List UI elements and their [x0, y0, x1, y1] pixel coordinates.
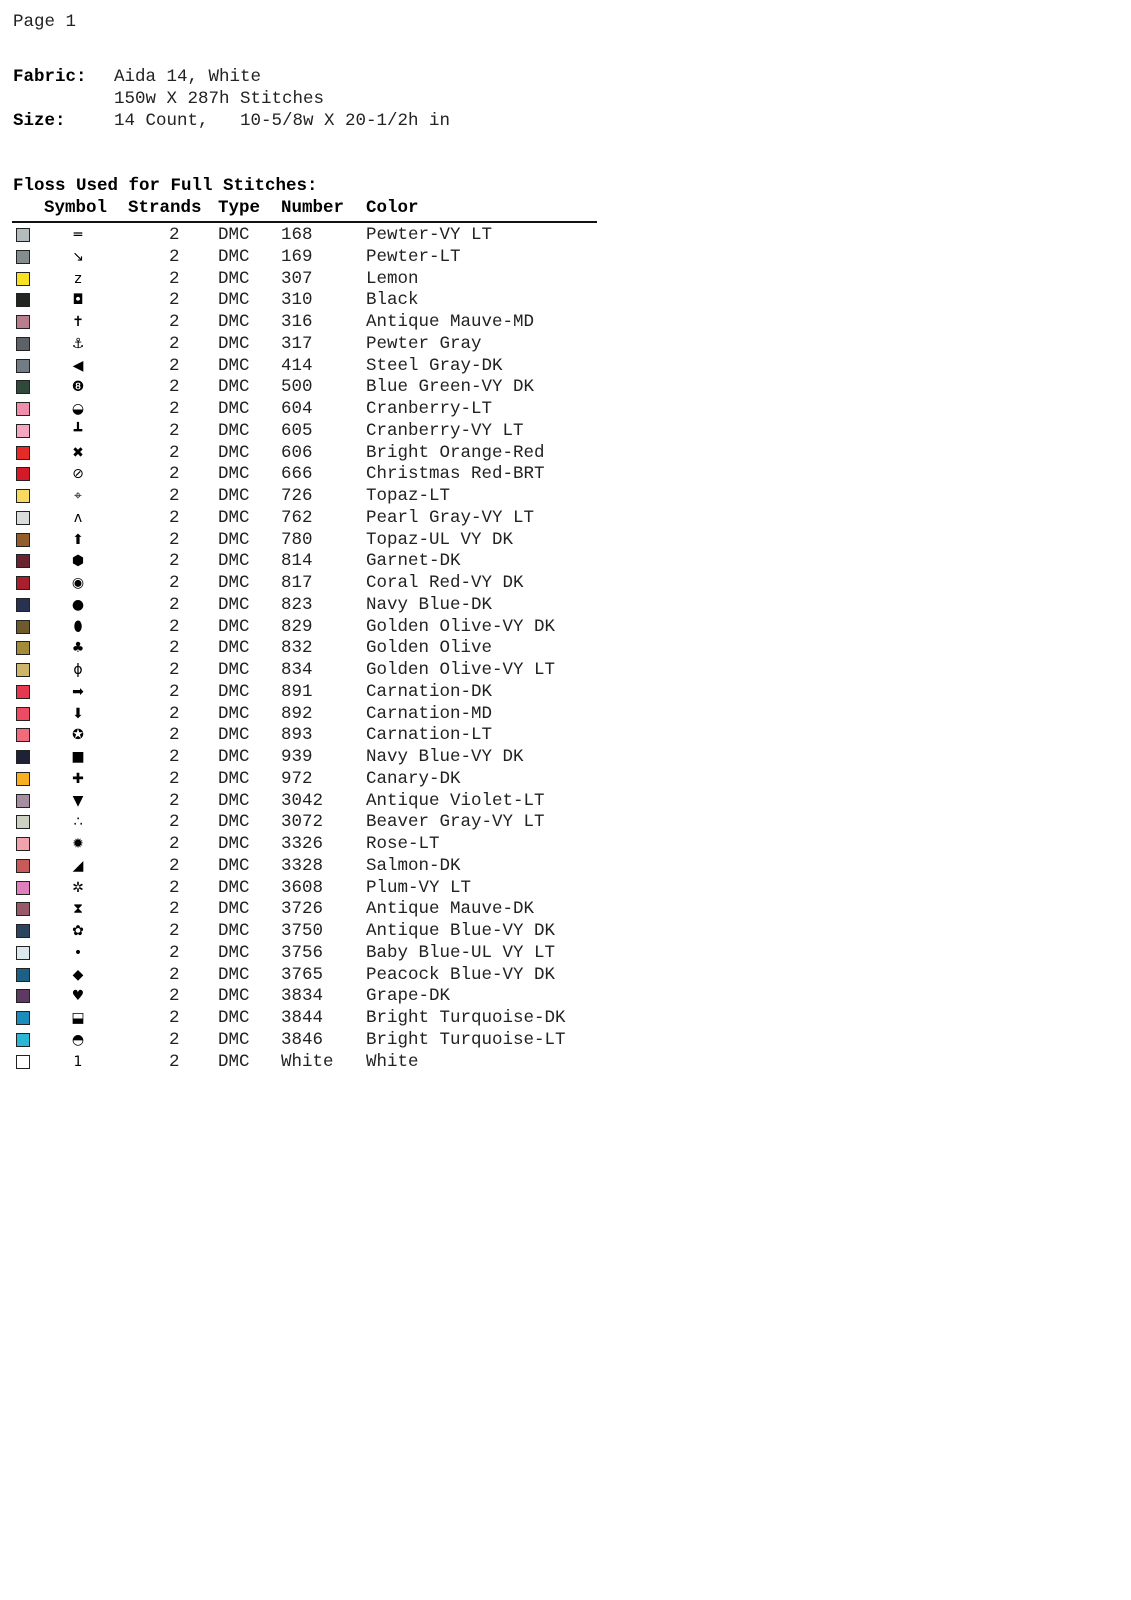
strands-cell: 2 — [169, 942, 180, 963]
number-cell: 726 — [281, 486, 313, 506]
stitch-symbol-icon: ◓ — [71, 1031, 85, 1048]
color-name-cell: Navy Blue-VY DK — [366, 747, 524, 767]
type-cell: DMC — [218, 768, 250, 789]
number-cell: 814 — [281, 551, 313, 572]
color-name-cell: Plum-VY LT — [366, 877, 472, 898]
type-cell: DMC — [218, 268, 250, 289]
table-row — [0, 247, 640, 269]
strands-cell: 2 — [169, 507, 180, 528]
number-cell: 500 — [281, 377, 313, 398]
stitch-symbol-icon: ◀ — [72, 357, 84, 374]
strands-cell: 2 — [169, 420, 180, 441]
color-swatch — [16, 446, 30, 460]
header-divider — [12, 221, 597, 223]
color-name-cell: Topaz-LT — [366, 486, 451, 506]
color-name-cell: Black — [366, 290, 419, 311]
stitch-symbol-icon: z — [74, 270, 82, 287]
color-swatch — [16, 989, 30, 1003]
color-name-cell: Navy Blue-DK — [366, 594, 493, 615]
strands-cell: 2 — [169, 355, 180, 376]
table-row — [0, 878, 640, 900]
color-name-cell: Christmas Red-BRT — [366, 464, 545, 485]
size-value: 14 Count, 10-5/8w X 20-1/2h in — [114, 111, 451, 131]
color-name-cell: Pewter Gray — [366, 333, 482, 354]
stitch-symbol-icon: ➡ — [72, 683, 84, 700]
header-color: Color — [366, 198, 419, 218]
type-cell: DMC — [218, 725, 250, 746]
type-cell: DMC — [218, 1029, 250, 1050]
fabric-value: Aida 14, White — [114, 67, 262, 87]
type-cell: DMC — [218, 333, 250, 354]
strands-cell: 2 — [169, 529, 180, 550]
number-cell: 972 — [281, 768, 313, 789]
stitch-symbol-icon: ✲ — [72, 879, 84, 896]
color-swatch — [16, 707, 30, 721]
number-cell: White — [281, 1051, 334, 1072]
table-row — [0, 595, 640, 617]
strands-cell: 2 — [169, 638, 180, 659]
strands-cell: 2 — [169, 899, 180, 920]
color-name-cell: Carnation-MD — [366, 703, 493, 724]
number-cell: 832 — [281, 638, 313, 659]
strands-cell: 2 — [169, 703, 180, 724]
strands-cell: 2 — [169, 290, 180, 311]
color-swatch — [16, 315, 30, 329]
table-row — [0, 1030, 640, 1052]
color-swatch — [16, 620, 30, 634]
color-name-cell: Antique Violet-LT — [366, 790, 545, 811]
color-swatch — [16, 489, 30, 503]
color-swatch — [16, 641, 30, 655]
strands-cell: 2 — [169, 834, 180, 854]
strands-cell: 2 — [169, 1008, 180, 1028]
number-cell: 307 — [281, 268, 313, 289]
table-row — [0, 334, 640, 356]
strands-cell: 2 — [169, 377, 180, 398]
strands-cell: 2 — [169, 246, 180, 267]
strands-cell: 2 — [169, 812, 180, 833]
color-swatch — [16, 794, 30, 808]
color-swatch — [16, 424, 30, 438]
table-row — [0, 943, 640, 965]
strands-cell: 2 — [169, 616, 180, 637]
table-row — [0, 486, 640, 508]
header-number: Number — [281, 198, 345, 218]
type-cell: DMC — [218, 551, 250, 572]
table-row — [0, 812, 640, 834]
stitch-symbol-icon: 1 — [73, 1053, 83, 1070]
color-name-cell: Antique Mauve-DK — [366, 899, 535, 920]
color-swatch — [16, 554, 30, 568]
header-strands: Strands — [128, 198, 202, 218]
table-row — [0, 377, 640, 399]
color-swatch — [16, 728, 30, 742]
type-cell: DMC — [218, 594, 250, 615]
table-row — [0, 1008, 640, 1030]
number-cell: 3326 — [281, 834, 324, 854]
color-swatch — [16, 772, 30, 786]
stitch-symbol-icon: ═ — [73, 227, 83, 243]
type-cell: DMC — [218, 877, 250, 898]
number-cell: 892 — [281, 703, 313, 724]
table-row — [0, 660, 640, 682]
type-cell: DMC — [218, 942, 250, 963]
color-name-cell: Grape-DK — [366, 986, 451, 1007]
table-row — [0, 704, 640, 726]
color-swatch — [16, 380, 30, 394]
table-row — [0, 834, 640, 856]
color-swatch — [16, 924, 30, 938]
stitch-symbol-icon: ❽ — [71, 379, 85, 396]
stitch-symbol-icon: ◉ — [71, 575, 85, 591]
table-row — [0, 899, 640, 921]
number-cell: 3846 — [281, 1029, 324, 1050]
table-row — [0, 682, 640, 704]
strands-cell: 2 — [169, 225, 180, 245]
color-swatch — [16, 228, 30, 242]
type-cell: DMC — [218, 312, 250, 332]
stitch-symbol-icon: ● — [71, 596, 85, 613]
fabric-stitches: 150w X 287h Stitches — [114, 89, 325, 109]
type-cell: DMC — [218, 246, 250, 267]
number-cell: 829 — [281, 616, 313, 637]
number-cell: 3042 — [281, 790, 324, 811]
color-name-cell: Golden Olive — [366, 638, 493, 659]
strands-cell: 2 — [169, 399, 180, 419]
color-swatch — [16, 881, 30, 895]
type-cell: DMC — [218, 464, 250, 485]
type-cell: DMC — [218, 855, 250, 876]
color-swatch — [16, 968, 30, 982]
table-row — [0, 769, 640, 791]
number-cell: 3726 — [281, 899, 324, 920]
color-swatch — [16, 467, 30, 481]
color-swatch — [16, 685, 30, 699]
color-name-cell: White — [366, 1051, 419, 1072]
color-name-cell: Peacock Blue-VY DK — [366, 964, 556, 985]
size-label: Size: — [13, 111, 66, 131]
stitch-symbol-icon: ▼ — [72, 792, 84, 809]
color-name-cell: Beaver Gray-VY LT — [366, 812, 545, 833]
color-swatch — [16, 815, 30, 829]
stitch-symbol-icon: ◢ — [72, 857, 84, 874]
number-cell: 780 — [281, 529, 313, 550]
color-name-cell: Pearl Gray-VY LT — [366, 507, 535, 528]
number-cell: 3844 — [281, 1008, 324, 1028]
stitch-symbol-icon: • — [73, 944, 83, 961]
stitch-symbol-icon: ┻ — [73, 422, 83, 439]
stitch-symbol-icon: ✿ — [72, 923, 84, 939]
stitch-symbol-icon: ↘ — [72, 248, 84, 265]
type-cell: DMC — [218, 1008, 250, 1028]
number-cell: 604 — [281, 399, 313, 419]
table-row — [0, 312, 640, 334]
table-row — [0, 725, 640, 747]
strands-cell: 2 — [169, 790, 180, 811]
table-row — [0, 1052, 640, 1074]
stitch-symbol-icon: ◆ — [72, 966, 84, 983]
stitch-symbol-icon: ⌖ — [74, 488, 82, 504]
type-cell: DMC — [218, 747, 250, 767]
table-row — [0, 269, 640, 291]
color-name-cell: Cranberry-VY LT — [366, 420, 524, 441]
table-row — [0, 921, 640, 943]
stitch-symbol-icon: ✖ — [72, 444, 84, 461]
stitch-symbol-icon: ⧗ — [73, 901, 83, 918]
stitch-symbol-icon: ʌ — [73, 509, 83, 526]
number-cell: 762 — [281, 507, 313, 528]
type-cell: DMC — [218, 681, 250, 702]
type-cell: DMC — [218, 899, 250, 920]
color-swatch — [16, 250, 30, 264]
type-cell: DMC — [218, 377, 250, 398]
type-cell: DMC — [218, 442, 250, 463]
stitch-symbol-icon: ∴ — [73, 814, 83, 831]
stitch-symbol-icon: ⬮ — [73, 618, 83, 635]
color-name-cell: Coral Red-VY DK — [366, 573, 524, 593]
stitch-symbol-icon: ⬇ — [72, 705, 84, 722]
number-cell: 834 — [281, 660, 313, 680]
strands-cell: 2 — [169, 921, 180, 941]
number-cell: 3328 — [281, 855, 324, 876]
strands-cell: 2 — [169, 594, 180, 615]
number-cell: 3750 — [281, 921, 324, 941]
number-cell: 316 — [281, 312, 313, 332]
color-swatch — [16, 837, 30, 851]
table-row — [0, 290, 640, 312]
strands-cell: 2 — [169, 877, 180, 898]
table-row — [0, 747, 640, 769]
color-name-cell: Pewter-VY LT — [366, 225, 493, 245]
color-name-cell: Bright Turquoise-LT — [366, 1029, 566, 1050]
color-name-cell: Baby Blue-UL VY LT — [366, 942, 556, 963]
stitch-symbol-icon: ■ — [71, 749, 85, 765]
strands-cell: 2 — [169, 1029, 180, 1050]
strands-cell: 2 — [169, 268, 180, 289]
stitch-symbol-icon: ⊘ — [72, 466, 84, 483]
number-cell: 3072 — [281, 812, 324, 833]
type-cell: DMC — [218, 616, 250, 637]
stitch-symbol-icon: ɸ — [73, 662, 83, 678]
color-swatch — [16, 598, 30, 612]
strands-cell: 2 — [169, 551, 180, 572]
type-cell: DMC — [218, 834, 250, 854]
color-swatch — [16, 859, 30, 873]
type-cell: DMC — [218, 486, 250, 506]
color-name-cell: Rose-LT — [366, 834, 440, 854]
number-cell: 891 — [281, 681, 313, 702]
number-cell: 414 — [281, 355, 313, 376]
color-name-cell: Lemon — [366, 268, 419, 289]
number-cell: 823 — [281, 594, 313, 615]
table-row — [0, 399, 640, 421]
color-swatch — [16, 337, 30, 351]
type-cell: DMC — [218, 986, 250, 1007]
color-swatch — [16, 272, 30, 286]
color-swatch — [16, 293, 30, 307]
color-swatch — [16, 576, 30, 590]
type-cell: DMC — [218, 573, 250, 593]
color-name-cell: Bright Turquoise-DK — [366, 1008, 566, 1028]
color-swatch — [16, 750, 30, 764]
strands-cell: 2 — [169, 333, 180, 354]
color-name-cell: Carnation-DK — [366, 681, 493, 702]
strands-cell: 2 — [169, 855, 180, 876]
number-cell: 3765 — [281, 964, 324, 985]
type-cell: DMC — [218, 921, 250, 941]
stitch-symbol-icon: ◒ — [71, 401, 85, 417]
color-name-cell: Carnation-LT — [366, 725, 493, 746]
type-cell: DMC — [218, 964, 250, 985]
number-cell: 169 — [281, 246, 313, 267]
table-row — [0, 508, 640, 530]
strands-cell: 2 — [169, 442, 180, 463]
type-cell: DMC — [218, 399, 250, 419]
stitch-symbol-icon: ♥ — [71, 988, 85, 1005]
type-cell: DMC — [218, 225, 250, 245]
stitch-symbol-icon: ⚓ — [71, 335, 85, 352]
number-cell: 3834 — [281, 986, 324, 1007]
number-cell: 817 — [281, 573, 313, 593]
color-name-cell: Antique Blue-VY DK — [366, 921, 556, 941]
stitch-symbol-icon: ⬆ — [72, 531, 84, 548]
stitch-symbol-icon: ✝ — [72, 314, 84, 330]
type-cell: DMC — [218, 355, 250, 376]
table-row — [0, 856, 640, 878]
color-name-cell: Golden Olive-VY LT — [366, 660, 556, 680]
table-row — [0, 421, 640, 443]
color-name-cell: Bright Orange-Red — [366, 442, 545, 463]
table-row — [0, 986, 640, 1008]
type-cell: DMC — [218, 507, 250, 528]
number-cell: 3608 — [281, 877, 324, 898]
color-swatch — [16, 1033, 30, 1047]
number-cell: 606 — [281, 442, 313, 463]
strands-cell: 2 — [169, 312, 180, 332]
table-row — [0, 573, 640, 595]
table-row — [0, 443, 640, 465]
color-swatch — [16, 533, 30, 547]
strands-cell: 2 — [169, 486, 180, 506]
strands-cell: 2 — [169, 464, 180, 485]
table-row — [0, 617, 640, 639]
color-name-cell: Garnet-DK — [366, 551, 461, 572]
color-name-cell: Salmon-DK — [366, 855, 461, 876]
type-cell: DMC — [218, 1051, 250, 1072]
color-swatch — [16, 1011, 30, 1025]
type-cell: DMC — [218, 790, 250, 811]
table-row — [0, 464, 640, 486]
stitch-symbol-icon: ✹ — [72, 836, 84, 852]
color-swatch — [16, 359, 30, 373]
number-cell: 893 — [281, 725, 313, 746]
color-swatch — [16, 402, 30, 416]
stitch-symbol-icon: ⬓ — [71, 1010, 85, 1026]
strands-cell: 2 — [169, 660, 180, 680]
number-cell: 939 — [281, 747, 313, 767]
number-cell: 605 — [281, 420, 313, 441]
color-name-cell: Topaz-UL VY DK — [366, 529, 514, 550]
stitch-symbol-icon: ◘ — [72, 292, 84, 309]
table-row — [0, 530, 640, 552]
table-row — [0, 791, 640, 813]
strands-cell: 2 — [169, 986, 180, 1007]
type-cell: DMC — [218, 290, 250, 311]
color-name-cell: Pewter-LT — [366, 246, 461, 267]
table-row — [0, 965, 640, 987]
type-cell: DMC — [218, 703, 250, 724]
stitch-symbol-icon: ⬢ — [71, 553, 85, 570]
color-swatch — [16, 902, 30, 916]
color-swatch — [16, 946, 30, 960]
stitch-symbol-icon: ✪ — [72, 727, 84, 744]
number-cell: 3756 — [281, 942, 324, 963]
header-symbol: Symbol — [44, 198, 108, 218]
type-cell: DMC — [218, 812, 250, 833]
number-cell: 168 — [281, 225, 313, 245]
color-name-cell: Canary-DK — [366, 768, 461, 789]
color-swatch — [16, 511, 30, 525]
fabric-label: Fabric: — [13, 67, 87, 87]
strands-cell: 2 — [169, 964, 180, 985]
stitch-symbol-icon: ✚ — [72, 770, 84, 787]
type-cell: DMC — [218, 638, 250, 659]
stitch-symbol-icon: ♣ — [71, 640, 85, 657]
color-name-cell: Steel Gray-DK — [366, 355, 503, 376]
number-cell: 317 — [281, 333, 313, 354]
page-label: Page 1 — [13, 12, 77, 32]
table-row — [0, 225, 640, 247]
strands-cell: 2 — [169, 725, 180, 746]
table-row — [0, 551, 640, 573]
strands-cell: 2 — [169, 573, 180, 593]
number-cell: 310 — [281, 290, 313, 311]
strands-cell: 2 — [169, 681, 180, 702]
table-row — [0, 356, 640, 378]
type-cell: DMC — [218, 660, 250, 680]
number-cell: 666 — [281, 464, 313, 485]
color-name-cell: Golden Olive-VY DK — [366, 616, 556, 637]
color-name-cell: Antique Mauve-MD — [366, 312, 535, 332]
table-row — [0, 638, 640, 660]
strands-cell: 2 — [169, 768, 180, 789]
color-name-cell: Blue Green-VY DK — [366, 377, 535, 398]
color-swatch — [16, 663, 30, 677]
color-name-cell: Cranberry-LT — [366, 399, 493, 419]
strands-cell: 2 — [169, 1051, 180, 1072]
color-swatch — [16, 1055, 30, 1069]
type-cell: DMC — [218, 529, 250, 550]
floss-title: Floss Used for Full Stitches: — [13, 176, 318, 196]
header-type: Type — [218, 198, 261, 218]
type-cell: DMC — [218, 420, 250, 441]
strands-cell: 2 — [169, 747, 180, 767]
